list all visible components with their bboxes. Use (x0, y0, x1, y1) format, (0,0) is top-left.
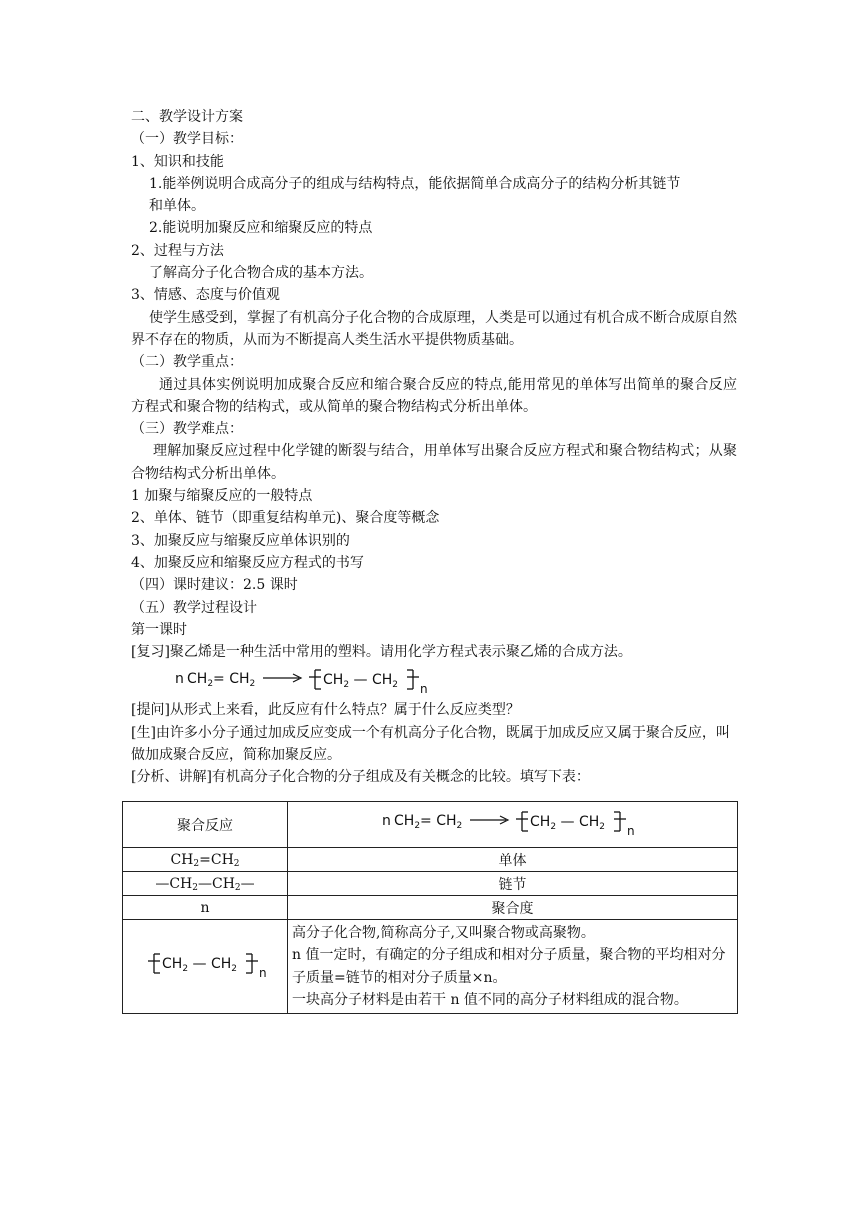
section-heading: 二、教学设计方案 (131, 109, 243, 125)
table-equation-figure (378, 805, 648, 841)
comparison-table (122, 801, 738, 1014)
table-row (123, 802, 738, 848)
key-points-paragraph: 通过具体实例说明加成聚合反应和缩合聚合反应的特点,能用常见的单体写出简单的聚合反应方程式和聚合物的结构式，或从简单的聚合物结构式分析出单体。 (131, 376, 737, 415)
list-item-3: 3、加聚反应与缩聚反应单体识别的 (131, 532, 350, 549)
difficulties-paragraph: 理解加聚反应过程中化学键的断裂与结合，用单体写出聚合反应方程式和聚合物结构式；从聚合物结构式分析出单体。 (131, 443, 737, 482)
eq-unit: $CH_2$ — $CH_2$ (529, 813, 605, 832)
heading-process: 2、过程与方法 (131, 242, 224, 259)
subheading-key-points: （二）教学重点： (131, 354, 243, 371)
polymer-structure-figure (140, 947, 270, 983)
eq-coef: n (381, 812, 391, 829)
table-cell-formula: $—CH_2—CH_2—$ (123, 872, 288, 896)
equation-figure (171, 663, 491, 699)
table-cell-structure (123, 920, 288, 1014)
table-cell-description (288, 920, 738, 1014)
first-lesson: 第一课时 (131, 621, 187, 638)
table-row (123, 896, 738, 920)
heading-values: 3、情感、态度与价值观 (131, 287, 280, 304)
review-text: [复习]聚乙烯是一种生活中常用的塑料。请用化学方程式表示聚乙烯的合成方法。 (131, 644, 632, 661)
table-cell-equation (288, 802, 738, 848)
table-cell-formula: $CH_2=CH_2$ (123, 848, 288, 872)
objective-2: 2.能说明加聚反应和缩聚反应的特点 (149, 220, 373, 237)
eq-coef: n (175, 671, 184, 688)
analysis-text: [分析、讲解]有机高分子化合物的分子组成及有关概念的比较。填写下表： (131, 769, 590, 786)
desc-line-2: n 值一定时，有确定的分子组成和相对分子质量，聚合物的平均相对分子质量=链节的相对分子质量×n。 (292, 947, 726, 986)
eq-subscript: n (420, 682, 428, 697)
subheading-difficulties: （三）教学难点： (131, 421, 243, 438)
table-cell: 链节 (288, 872, 738, 896)
desc-line-3: 一块高分子材料是由若干 n 值不同的高分子材料组成的混合物。 (292, 991, 688, 1008)
eq-monomer: $CH_2= CH_2$ (187, 671, 256, 690)
eq-subscript: n (259, 965, 267, 980)
question-text: [提问]从形式上来看，此反应有什么特点？属于什么反应类型？ (131, 702, 520, 719)
document-body (131, 106, 737, 789)
process-text: 了解高分子化合物合成的基本方法。 (149, 265, 373, 282)
objective-1: 1.能举例说明合成高分子的组成与结构特点，能依据简单合成高分子的结构分析其链节 (149, 175, 681, 192)
subheading-objectives: （一）教学目标： (131, 131, 243, 148)
class-hours: （四）课时建议：2.5 课时 (131, 577, 298, 594)
list-item-1: 1 加聚与缩聚反应的一般特点 (131, 488, 313, 505)
objective-1-cont: 和单体。 (149, 198, 205, 215)
table-cell: 聚合度 (288, 896, 738, 920)
polymerization-equation (131, 663, 737, 699)
subheading-process-design: （五）教学过程设计 (131, 599, 257, 616)
eq-subscript: n (626, 823, 635, 838)
heading-knowledge: 1、知识和技能 (131, 153, 224, 170)
desc-line-1: 高分子化合物,简称高分子,又叫聚合物或高聚物。 (292, 924, 595, 941)
eq-monomer: $CH_2= CH_2$ (393, 812, 462, 831)
table-cell: n (123, 896, 288, 920)
table-row (123, 872, 738, 896)
table-cell: 聚合反应 (123, 802, 288, 848)
eq-unit: $CH_2$ — $CH_2$ (162, 955, 237, 974)
values-paragraph: 使学生感受到，掌握了有机高分子化合物的合成原理，人类是可以通过有机合成不断合成原自然界不存在的物质，从而为不断提高人类生活水平提供物质基础。 (131, 309, 737, 348)
table-cell: 单体 (288, 848, 738, 872)
table-row (123, 848, 738, 872)
list-item-2: 2、单体、链节（即重复结构单元)、聚合度等概念 (131, 510, 440, 527)
eq-unit: $CH_2$ — $CH_2$ (323, 672, 398, 691)
student-answer: [生]由许多小分子通过加成反应变成一个有机高分子化合物，既属于加成反应又属于聚合反应，叫做加成聚合反应，简称加聚反应。 (131, 724, 730, 764)
list-item-4: 4、加聚反应和缩聚反应方程式的书写 (131, 554, 364, 571)
table-row (123, 920, 738, 1014)
